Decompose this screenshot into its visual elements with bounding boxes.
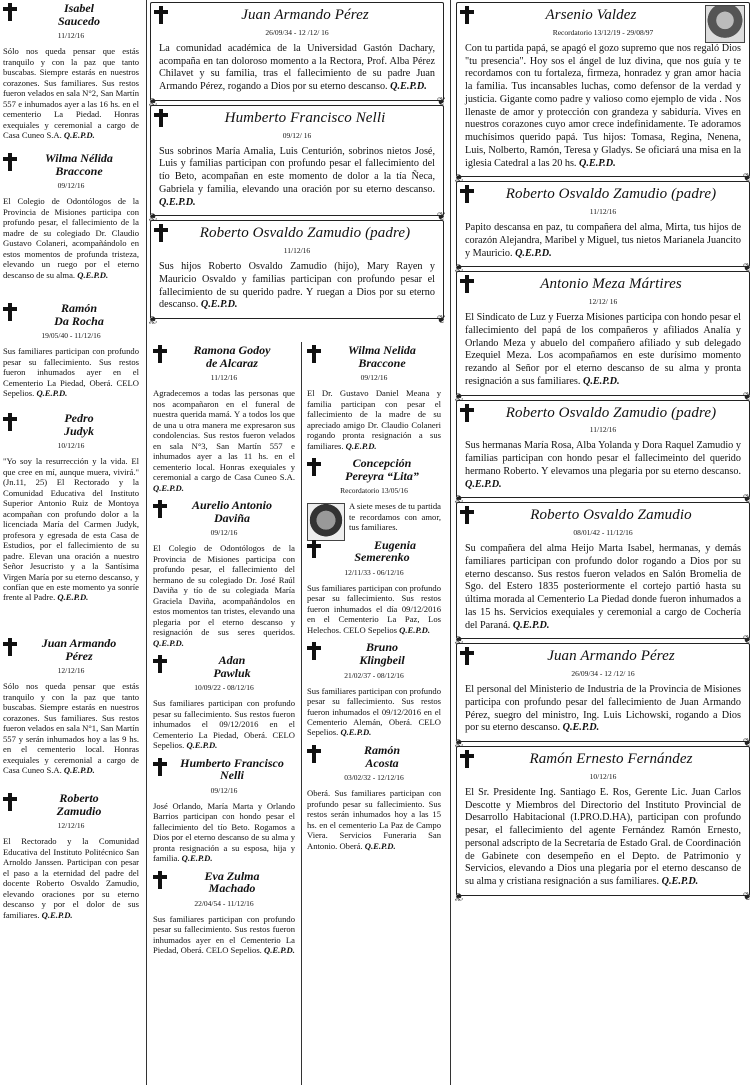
qepd-label: Q.E.P.D. xyxy=(186,740,218,751)
text-content: Sus familiares participan con profundo pesar su fallecimiento. Sus restos fueron inhumados el 09/12/2016 en el Cementerio La Piedad, Oberá. CELO Sepelios. xyxy=(153,698,295,751)
cross-icon xyxy=(153,655,167,673)
date-line: 11/12/16 xyxy=(589,425,617,435)
qepd-label: Q.E.P.D. xyxy=(153,482,184,493)
deceased-name: ❦ Antonio Meza Mártires xyxy=(540,276,682,293)
obituary xyxy=(456,271,750,395)
column-3 xyxy=(456,0,750,900)
obituary-text xyxy=(3,836,139,920)
date-line: 10/09/22 - 08/12/16 xyxy=(194,683,254,693)
text-content: Con tu partida papá, se apagó el gozo supremo que nos regaló Dios "tu presencia". Hoy sos el ángel de luz divina, que nos guía y te recordamos con tu fortaleza, firmeza, honradez y gran amor hacia la familia. Tus incansables luchas, como defensor de la verdad y justicia. Gigante como padre y valioso como ejemplo de vida . Nos llenaste de amor y protección con grandeza y sabiduría. Vives en nuestros corazones cuyo amor crece indefinidamente. Te adoramos muchísimos querido papá. Tus hijos: Tomasa, Regina, Nenena, Luis, Nolberto, Ramón, Teresa y Gladys. Se oficiará una misa en la iglesia Catedral a las 20 hs. xyxy=(465,42,741,169)
text-content: Su compañera del alma Heijo Marta Isabel, hermanas, y demás familiares participan con profundo dolor rogando a Dios por su eterno descanso. Sus restos fueron velados en Salón Bromelia de Sgo. del Estero 1835 posteriormente el cortejo partió hasta su última morada al Cementerio La Piedad donde fueron inhumados a las 15 hs. Servicios exequiales y ceremonial a cargo de Cochería del Paraná. xyxy=(465,543,741,631)
deceased-name: Eugenia Semerenko xyxy=(354,537,416,565)
date-line: 21/02/37 - 08/12/16 xyxy=(344,670,404,680)
obituary xyxy=(304,537,444,640)
deceased-name: Ramón Acosta xyxy=(363,742,400,770)
date-line: Recordatorio 13/05/16 xyxy=(340,486,408,496)
obituary xyxy=(0,790,142,1020)
text-content: El personal del Ministerio de Industria de la Provincia de Misiones participa con profundo pesar del fallecimiento de Juan Armando Pérez, suegro del ministro, Ing. Luis Lichowski, rogando a Dios por su eterno descanso. xyxy=(465,684,741,734)
obituary-text xyxy=(465,543,741,632)
cross-icon xyxy=(153,871,167,889)
qepd-label: Q.E.P.D. xyxy=(57,592,89,603)
deceased-name: ❦ Roberto Osvaldo Zamudio (padre) xyxy=(505,404,717,421)
qepd-label: Q.E.P.D. xyxy=(153,637,184,648)
text-content: El Sr. Presidente Ing. Santiago E. Ros, Gerente Lic. Juan Carlos Descotte y Miembros del Directorio del Instituto Provincial de Desarrollo Habitacional (I.PRO.D.HA), participan con profundo pesar, el fallecimiento del agente Fernández Ramón Ernesto, personal adscripto de la Secretaría de Estado Gral. de Coordinación de Gabinete con desempeño en el Depto. de Patrimonio y Servicios, elevando a Dios una plegaria por el eterno descanso de su alma y cristiana resignación a sus familiares. xyxy=(465,786,741,887)
cross-icon xyxy=(153,500,167,518)
obituary-text xyxy=(153,388,295,493)
qepd-label: Q.E.P.D. xyxy=(579,157,616,169)
obituary-text xyxy=(3,196,139,280)
date-line: 10/12/16 xyxy=(57,441,85,451)
text-content: A siete meses de tu partida te recordamos con amor, tus familiares. xyxy=(349,501,441,533)
date-line: 11/12/16 xyxy=(57,31,85,41)
cross-icon xyxy=(3,638,17,656)
obituary xyxy=(0,635,142,790)
obituary xyxy=(456,746,750,896)
obituary xyxy=(150,652,298,755)
date-line: 09/12/16 xyxy=(360,373,388,383)
deceased-name: ❦ Juan Armando Pérez xyxy=(241,7,369,23)
obituary-text xyxy=(307,583,441,635)
obituary xyxy=(150,497,298,652)
date-line: 09/12/16 xyxy=(210,785,238,795)
column-2b xyxy=(304,342,444,855)
obituary-text xyxy=(465,440,741,491)
deceased-name: Eva Zulma Machado xyxy=(204,868,260,896)
deceased-name: Wilma Nelida Braccone xyxy=(348,343,416,370)
text-content: Sus familiares participan con profundo pesar su fallecimiento. Sus restos fueron inhumados ayer en el Cementerio La Piedad, Oberá. CELO Sepelios. xyxy=(3,346,139,399)
deceased-name: ❦ Arsenio Valdez xyxy=(545,7,637,23)
qepd-label: Q.E.P.D. xyxy=(399,624,431,635)
deceased-name: ❦ Juan Armando Pérez xyxy=(547,648,675,665)
obituary xyxy=(456,502,750,639)
date-line: 22/04/54 - 11/12/16 xyxy=(194,898,254,908)
obituary xyxy=(304,639,444,742)
column-2-top xyxy=(150,0,444,323)
obituary-text xyxy=(3,456,139,603)
obituary xyxy=(304,342,444,455)
obituary-text xyxy=(465,787,741,889)
deceased-name: Adan Pawluk xyxy=(213,653,251,680)
qepd-label: Q.E.P.D. xyxy=(264,945,295,956)
obituary xyxy=(150,220,444,319)
text-content: Papito descansa en paz, tu compañera del alma, Mirta, tus hijos de corazón Alejandra, Maribel y Miguel, tus nietos Marianela Juancito y Mauricio. xyxy=(465,222,741,259)
obituary xyxy=(150,755,298,868)
deceased-name: Humberto Francisco Nelli xyxy=(180,755,284,783)
obituary xyxy=(150,105,444,217)
deceased-name: Ramón Da Rocha xyxy=(54,301,104,328)
qepd-label: Q.E.P.D. xyxy=(515,247,552,259)
obituary xyxy=(0,0,142,150)
cross-icon xyxy=(3,793,17,811)
qepd-label: Q.E.P.D. xyxy=(465,478,502,490)
obituary-text xyxy=(3,346,139,398)
obituary-text xyxy=(307,686,441,738)
date-line: 12/12/16 xyxy=(57,666,85,676)
qepd-label: Q.E.P.D. xyxy=(340,727,372,738)
cross-icon xyxy=(3,3,17,21)
cross-icon xyxy=(460,647,474,665)
deceased-name: Ramona Godoy de Alcaraz xyxy=(193,343,271,370)
obituary-text xyxy=(159,43,435,94)
deceased-name: Roberto Zamudio xyxy=(56,791,102,818)
obituary-text xyxy=(307,788,441,851)
column-2a xyxy=(150,342,298,960)
date-line: 09/12/16 xyxy=(57,181,85,191)
text-content: Agradecemos a todas las personas que nos acompañaron en el funeral de nuestra querida mamá. Y a todos los que de una u otra manera me expresaron sus condolencias. Sus restos fueron velados en sala N°3, San Martín 557 e inhumados ayer a las 11 hs. en el cementerio local. Honras exequiales y ceremonial a cargo de Casa Cuneo S.A. xyxy=(153,388,295,483)
text-content: El Colegio de Odontólogos de la Provincia de Misiones participa con profundo pesar, el fallecimiento del hermano de su colegiado Dr. José Raúl Daviña y tío de su colegiada María Graciela Daviña, acompañándolos en estos momentos tan tristes, elevando una plegaria por el eterno descanso y resignación de sus seres queridos. xyxy=(153,543,295,638)
cross-icon xyxy=(460,750,474,768)
column-1 xyxy=(0,0,142,1020)
obituary xyxy=(150,2,444,101)
date-line: 12/12/16 xyxy=(57,821,85,831)
obituary-text xyxy=(153,914,295,956)
qepd-label: Q.E.P.D. xyxy=(661,876,699,887)
cross-icon xyxy=(307,540,321,558)
cross-icon xyxy=(154,6,168,24)
date-line: 11/12/16 xyxy=(589,207,617,216)
cross-icon xyxy=(154,109,168,127)
obituary-text xyxy=(159,261,435,312)
qepd-label: Q.E.P.D. xyxy=(582,375,620,387)
date-line: 09/12/16 xyxy=(210,528,238,538)
obituary-text xyxy=(307,501,441,532)
text-content: La comunidad académica de la Universidad Gastón Dachary, acompaña en tan doloroso momento a la Rectora, Prof. Alba Pérez Chilavet y su familia, tras el fallecimiento de su padre Juan Armando Pérez, rogando a Dios por su eterno descanso. xyxy=(159,42,435,92)
obituary-text xyxy=(465,222,741,260)
obituary xyxy=(0,300,142,410)
text-content: El Dr. Gustavo Daniel Meana y familia participan con pesar el fallecimiento de la madre de su apreciado amigo Dr. Claudio Colaneri rogando pronta resignación a sus familiares. xyxy=(307,388,441,451)
obituary xyxy=(456,400,750,499)
obituary xyxy=(456,181,750,267)
obituary-text xyxy=(153,543,295,648)
deceased-name: ❦ Roberto Osvaldo Zamudio (padre) xyxy=(199,225,411,242)
deceased-name: Pedro Judyk xyxy=(64,411,94,438)
text-content: Sus familiares participan con profundo pesar su fallecimiento. Sus restos fueron inhumados ayer en el Cementerio La Piedad, Oberá. CELO Sepelios. xyxy=(153,913,295,956)
obituary xyxy=(456,2,750,177)
qepd-label: Q.E.P.D. xyxy=(512,619,550,631)
date-line: 03/02/32 - 12/12/16 xyxy=(344,773,404,783)
deceased-name: Juan Armando Pérez xyxy=(41,636,117,663)
qepd-label: Q.E.P.D. xyxy=(345,440,377,451)
cross-icon xyxy=(3,303,17,321)
portrait-photo xyxy=(307,503,345,541)
date-line: 10/12/16 xyxy=(589,771,617,781)
qepd-label: Q.E.P.D. xyxy=(181,853,213,864)
cross-icon xyxy=(307,458,321,476)
date-line: Recordatorio 13/12/19 - 29/08/97 xyxy=(552,27,654,37)
text-content: Sólo nos queda pensar que estás tranquilo y con la paz que tanto buscabas. Siempre estarás en nuestros corazones. Sus familiares. Sus restos fueron velados en sala N°2, San Martín 557 e inhumados ayer a las 16 hs. en el cementerio La Piedad. Honras exequiales y ceremonial a cargo de Casa Cuneo S.A. xyxy=(3,46,139,141)
text-content: Sus sobrinos María Amalia, Luis Centurión, sobrinos nietos José, Luis y familias participan con profundo pesar el fallecimiento del tío Beto, acompañan en este momento de dolor a la tía Ñeca, Gabriela y familia, elevando una oración por su eterno descanso. xyxy=(159,145,435,195)
cross-icon xyxy=(460,185,474,203)
obituary xyxy=(0,410,142,635)
date-line: 09/12/ 16 xyxy=(282,130,312,140)
portrait-photo xyxy=(705,5,745,43)
deceased-name: ❦ Humberto Francisco Nelli xyxy=(224,109,386,126)
deceased-name: Isabel Saucedo xyxy=(58,1,100,28)
text-content: Oberá. Sus familiares participan con profundo pesar su fallecimiento. Sus restos serán inhumados hoy a las 15 hs. en el cementerio La Paz de Campo Viera. Servicios Funeraria San Antonio. Oberá. xyxy=(307,788,441,851)
text-content: El Sindicato de Luz y Fuerza Misiones participa con hondo pesar el fallecimiento del papá de los compañeros y afiliados Analía y Orlando Meza y abuelo del compañero afiliado y sub delegado Ezequiel Meza. Los acompañamos en este durísimo momento rezando al Señor por el eterno descanso de su alma y pronta resignación a sus familiares. xyxy=(465,312,741,387)
qepd-label: Q.E.P.D. xyxy=(562,722,600,734)
cross-icon xyxy=(460,404,474,422)
date-line: 08/01/42 - 11/12/16 xyxy=(573,528,633,537)
obituary xyxy=(0,150,142,300)
obituary-text xyxy=(3,46,139,140)
obituary-text xyxy=(159,146,435,210)
deceased-name: ❦ Ramón Ernesto Fernández xyxy=(529,751,693,767)
cross-icon xyxy=(153,345,167,363)
cross-icon xyxy=(460,506,474,524)
cross-icon xyxy=(3,413,17,431)
cross-icon xyxy=(154,224,168,242)
qepd-label: Q.E.P.D. xyxy=(200,299,238,311)
cross-icon xyxy=(307,745,321,763)
deceased-name: Aurelio Antonio Daviña xyxy=(192,498,272,525)
qepd-label: Q.E.P.D. xyxy=(63,765,95,776)
qepd-label: Q.E.P.D. xyxy=(36,388,68,399)
text-content: Sus hermanas María Rosa, Alba Yolanda y Dora Raquel Zamudio y familias participan con hondo pesar el fallecimeinto del querido hermano Roberto. Y elevamos una plegaria por su eterno descanso. xyxy=(465,440,741,477)
date-line: 26/09/34 - 12 /12/ 16 xyxy=(265,27,329,37)
qepd-label: Q.E.P.D. xyxy=(77,269,109,280)
obituary-text xyxy=(307,388,441,451)
cross-icon xyxy=(3,153,17,171)
date-line: 11/12/16 xyxy=(210,373,238,383)
text-content: Sus familiares participan con profundo pesar su fallecimiento. Sus restos fueron inhumados el día 09/12/2016 en el Cementerio La Paz, Los Helechos. CELO Sepelios xyxy=(307,582,441,635)
deceased-name: Bruno Klingbeil xyxy=(359,640,405,667)
cross-icon xyxy=(153,758,167,776)
cross-icon xyxy=(460,6,474,24)
qepd-label: Q.E.P.D. xyxy=(63,130,95,141)
text-content: "Yo soy la resurrección y la vida. El que cree en mí, aunque muera, vivirá." (Jn.11, 25) El Rectorado y la Comunidad Educativa del Instituto Superior Antonio Ruiz de Montoya acompañan con profundo dolor a la licenciada María del Carmen Judyk, profesora y egresada de esta Casa de Estudios, por el fallecimiento de su padre. Elevan una oración a nuestro Señor Jesucristo y a la Santísima Virgen María por su eterno descanso, y confían que en este momento ya sonríe frente al Padre. xyxy=(3,456,139,603)
date-line: 11/12/16 xyxy=(283,246,311,255)
obituary-text xyxy=(3,681,139,775)
qepd-label: Q.E.P.D. xyxy=(41,909,73,920)
obituary xyxy=(150,868,298,960)
obituary-text xyxy=(153,801,295,864)
obituary-text xyxy=(465,312,741,389)
date-line: 12/11/33 - 06/12/16 xyxy=(344,567,404,577)
text-content: Sus hijos Roberto Osvaldo Zamudio (hijo), Mary Rayen y Mauricio Osvaldo y familias participan con profundo pesar el fallecimiento de su querido padre. Y ruegan a Dios por su eterno descanso. xyxy=(159,261,435,311)
obituary-text xyxy=(153,698,295,750)
cross-icon xyxy=(307,642,321,660)
deceased-name: ❦ Roberto Osvaldo Zamudio (padre) xyxy=(505,186,717,203)
cross-icon xyxy=(460,275,474,293)
text-content: José Orlando, María Marta y Orlando Barrios participan con hondo pesar el fallecimiento del tío Beto. Rogamos a Dios por el eterno descanso de su alma y pronta resignación a su esposa, hija y familia. xyxy=(153,800,295,864)
date-line: 12/12/ 16 xyxy=(588,297,618,306)
cross-icon xyxy=(307,345,321,363)
obituary xyxy=(304,742,444,855)
date-line: 19/05/40 - 11/12/16 xyxy=(41,331,101,341)
date-line: 26/09/34 - 12 /12/ 16 xyxy=(571,669,635,678)
obituary xyxy=(456,643,750,742)
qepd-label: Q.E.P.D. xyxy=(159,196,196,208)
qepd-label: Q.E.P.D. xyxy=(390,81,427,92)
text-content: Sólo nos queda pensar que estás tranquilo y con la paz que tanto buscabas. Siempre estarás en nuestros corazones. Sus familiares. Sus restos fueron velados en sala N°1, San Martín 557 y serán inhumados hoy a las 9 hs. en el cementerio local. Honras exequiales y ceremonial a cargo de Casa Cuneo S.A. xyxy=(3,681,139,776)
text-content: Sus familiares participan con profundo pesar su fallecimiento. Sus restos fueron inhumados el 09/12/2016 en el Cementerio Alemán, Oberá. CELO Sepelios. xyxy=(307,685,441,738)
deceased-name: Concepción Pereyra “Lita” xyxy=(345,456,419,483)
text-content: El Colegio de Odontólogos de la Provincia de Misiones participa con profundo pesar, el fallecimiento de la madre de su colegiado Dr. Claudio Gustavo Colaneri, acompañándolo en estos momentos de profunda tristeza, elevando un ruego por el eterno descanso de su alma. xyxy=(3,196,139,280)
deceased-name: Wilma Nélida Braccone xyxy=(45,151,113,178)
obituary xyxy=(150,342,298,497)
obituary-text xyxy=(465,684,741,735)
obituary xyxy=(304,455,444,537)
deceased-name: ❦ Roberto Osvaldo Zamudio xyxy=(530,507,692,524)
text-content: El Rectorado y la Comunidad Educativa del Instituto Politécnico San Arnoldo Janssen. Participan con pesar el paso a la eternidad del padre del docente Roberto Osvaldo Zamudio, elevando oraciones por su eterno descanso y por el dolor de sus familiares. xyxy=(3,836,139,920)
qepd-label: Q.E.P.D. xyxy=(364,840,396,851)
obituary-text xyxy=(465,43,741,171)
